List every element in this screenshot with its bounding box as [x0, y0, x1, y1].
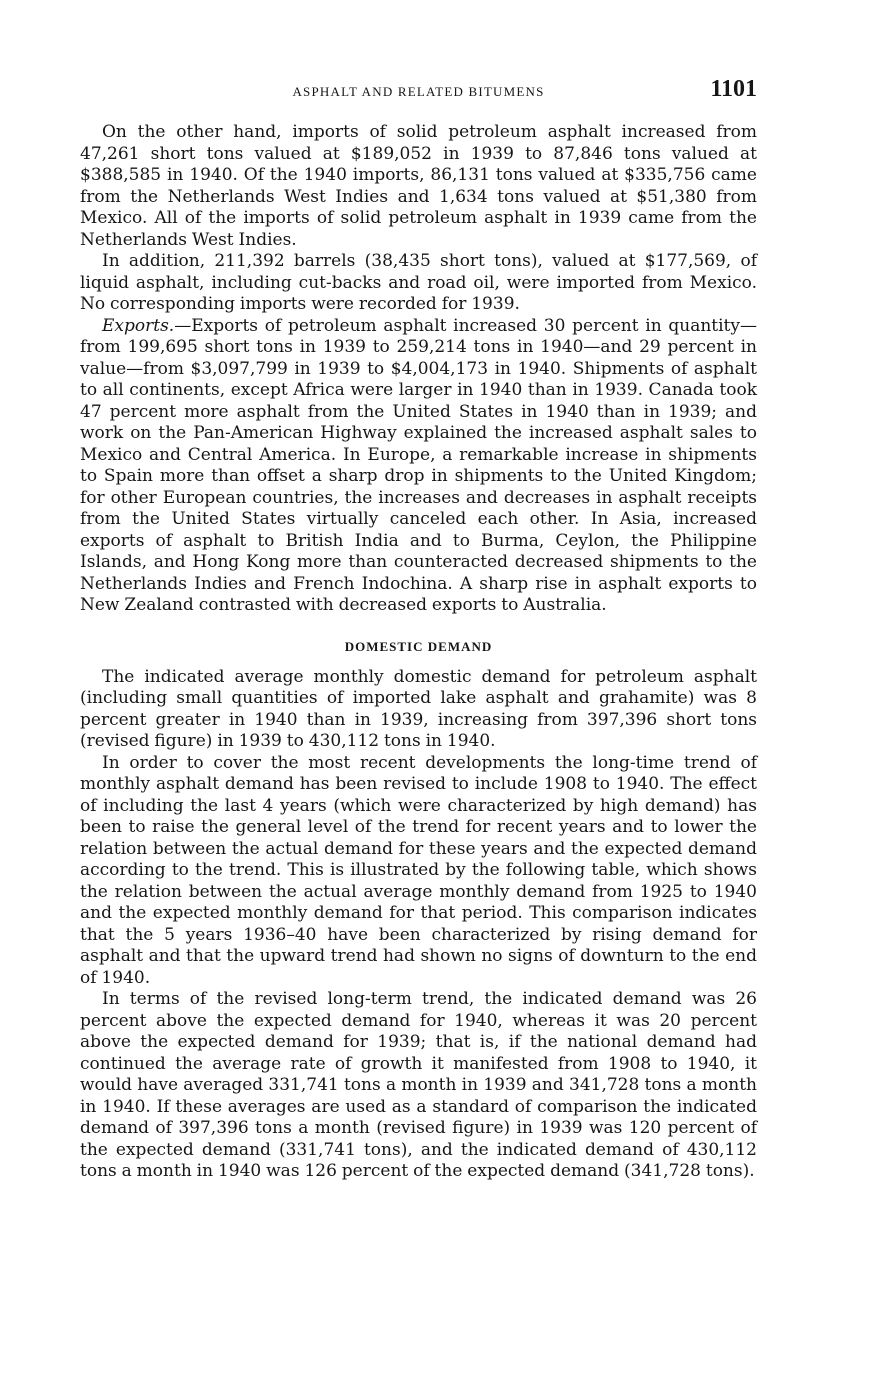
- paragraph-revised-trend: In terms of the revised long-term trend, the indicated demand was 26 percent above the expected demand for 1940, whereas it was 20 percent above the expected demand for 1939; that is, if the national demand had continued the average rate of growth it manifested from 1908 to 1940, it would have averaged 331,741 tons a month in 1939 and 341,728 tons a month in 1940. If these averages are used as a standard of comparison the indicated demand of 397,396 tons a month (revised figure) in 1939 was 120 percent of the expected demand (331,741 tons), and the indicated demand of 430,112 tons a month in 1940 was 126 percent of the expected demand (341,728 tons).: [80, 989, 757, 1181]
- paragraph-long-time-trend: In order to cover the most recent developments the long-time trend of monthly asphalt demand has been revised to include 1908 to 1940. The effect of including the last 4 years (which were characterized by high demand) has been to raise the general level of the trend for recent years and to lower the relation between the actual demand for these years and the expected demand according to the trend. This is illustrated by the following table, which shows the relation between the actual average monthly demand from 1925 to 1940 and the expected monthly demand for that period. This comparison indicates that the 5 years 1936–40 have been characterized by rising demand for asphalt and that the upward trend had shown no signs of downturn to the end of 1940.: [80, 752, 757, 988]
- running-title: ASPHALT AND RELATED BITUMENS: [292, 84, 545, 99]
- page-number: 1101: [710, 76, 757, 102]
- domestic-demand-section: [80, 667, 757, 1183]
- section-heading-domestic-demand: DOMESTIC DEMAND: [344, 638, 493, 654]
- exports-lead: Exports.: [102, 315, 175, 336]
- paragraph-exports: [80, 316, 757, 617]
- imports-exports-section: [80, 122, 757, 617]
- paragraph-solid-asphalt-imports: On the other hand, imports of solid petroleum asphalt increased from 47,261 short tons valued at $189,052 in 1939 to 87,846 tons valued at $388,585 in 1940. Of the 1940 imports, 86,131 tons valued at $335,756 came from the Netherlands West Indies and 1,634 tons valued at $51,380 from Mexico. All of the imports of solid petroleum asphalt in 1939 came from the Netherlands West Indies.: [80, 122, 757, 250]
- document-page: [80, 72, 757, 1183]
- paragraph-monthly-demand: The indicated average monthly domestic demand for petroleum asphalt (including small quantities of imported lake asphalt and grahamite) was 8 percent greater in 1940 than in 1939, increasing from 397,396 short tons (revised figure) in 1939 to 430,112 tons in 1940.: [80, 666, 757, 751]
- running-head: [80, 72, 757, 112]
- paragraph-liquid-asphalt-imports: In addition, 211,392 barrels (38,435 short tons), valued at $177,569, of liquid asphalt, including cut-backs and road oil, were imported from Mexico. No corresponding imports were recorded for 1939.: [80, 251, 757, 314]
- exports-text: —Exports of petroleum asphalt increased 30 percent in quantity—from 199,695 short tons in 1939 to 259,214 tons in 1940—and 29 percent in value—from $3,097,799 in 1939 to $4,004,173 in 1940. Shipments of asphalt to all continents, except Africa were larger in 1940 than in 1939. Canada took 47 percent more asphalt from the United States in 1940 than in 1939; and work on the Pan-American Highway explained the increased asphalt sales to Mexico and Central America. In Europe, a remarkable increase in shipments to Spain more than offset a sharp drop in shipments to the United Kingdom; for other European countries, the increases and decreases in asphalt receipts from the United States virtually canceled each other. In Asia, increased exports of asphalt to British India and to Burma, Ceylon, the Philippine Islands, and Hong Kong more than counteracted decreased shipments to the Netherlands Indies and French Indochina. A sharp rise in asphalt exports to New Zealand contrasted with decreased exports to Australia.: [80, 315, 757, 615]
